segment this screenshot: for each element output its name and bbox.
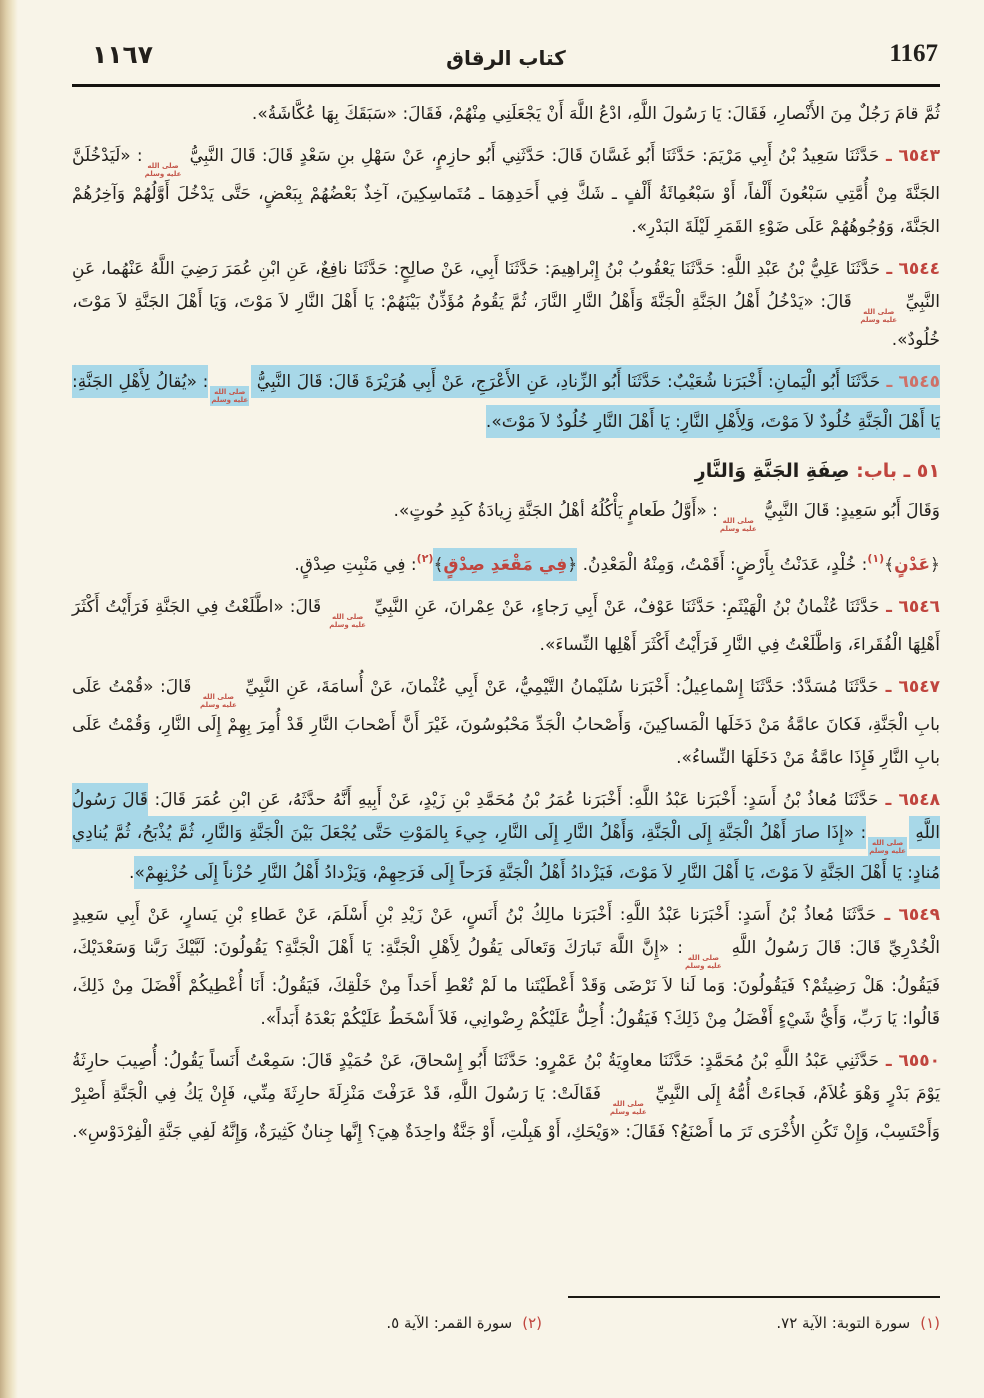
quran-gloss-line — [72, 542, 940, 582]
header-rule — [72, 84, 940, 87]
text-segment: حَدَّثَنَا عَلِيُّ بْنُ عَبْدِ اللَّهِ: حَدَّثَنَا يَعْقُوبُ بْنُ إِبْراهِيمَ: حَدَّثَنَا أَبِي، عَنْ صالِحٍ: حَدَّثَنَا نافِعٌ، عَنِ ابْنِ عُمَرَ رَضِيَ اللَّهُ عَنْهُما، عَنِ النَّبِيِّ — [72, 259, 940, 312]
hadith-6545-highlighted — [72, 366, 940, 439]
prophet-honorific-icon: صلى الله عليه وسلم — [719, 517, 757, 533]
hadith-6544 — [72, 253, 940, 357]
hadith-6549 — [72, 899, 940, 1036]
highlighted-text: : «يُقالُ لِأَهْلِ الجَنَّةِ: يَا أَهْلَ الْجَنَّةِ خُلُودٌ لاَ مَوْتَ، وَلِأَهْلِ النَّارِ: يَا أَهْلَ النَّارِ خُلُودٌ لاَ مَوْتَ». — [72, 365, 940, 438]
text-segment: صِفَةِ الجَنَّةِ وَالنَّارِ — [694, 460, 850, 482]
footnote-item — [386, 1308, 542, 1338]
page-header — [72, 40, 940, 76]
text-segment: ﴾ — [884, 555, 895, 575]
text-segment: عَدْنٍ — [894, 555, 931, 575]
text-segment: ٥١ ـ باب: — [849, 460, 940, 482]
footnote-text: سورة القمر: الآية ٥. — [386, 1314, 513, 1332]
footnote-reference: (٢) — [416, 552, 434, 565]
bab-51-heading — [72, 454, 940, 488]
text-segment: قَالَ: «اطَّلَعْتُ فِي الجَنَّةِ فَرَأَيْتُ أَكْثَرَ أَهْلِهَا الْفُقَراءَ، وَاطَّلَعْتُ فِي النَّارِ فَرَأَيْتُ أَكْثَرَ أَهْلِها النِّساءَ». — [72, 597, 940, 655]
hadith-number: ٦٥٤٣ ـ — [879, 146, 940, 166]
prophet-honorific-icon: صلى الله عليه وسلم — [144, 162, 182, 178]
text-segment: . — [129, 863, 135, 883]
highlighted-text: : «إِذَا صارَ أَهْلُ الْجَنَّةِ إِلَى الْجَنَّةِ، وَأَهْلُ النَّارِ إِلَى النَّارِ، جِيءَ بِالمَوْتِ حَتَّى يُجْعَلَ بَيْنَ الْجَنَّةِ وَالنَّارِ، ثُمَّ يُذْبَحُ، ثُمَّ يُنادِي مُنادٍ: يَا أَهْلَ الجَنَّةِ لاَ مَوْتَ، يَا أَهْلَ النَّارِ لاَ مَوْتَ، فَيَزْدادُ أَهْلُ الْجَنَّةِ فَرَحاً إِلَى فَرَحِهِمْ، وَيَزْدادُ أَهْلُ النَّارِ حُزْناً إِلَى حُزْنِهِمْ» — [72, 816, 940, 889]
highlighted-text: قَالَ رَسُولُ اللَّهِ — [72, 783, 940, 849]
hadith-number: ٦٥٤٦ ـ — [879, 597, 940, 617]
prophet-honorific-icon: صلى الله عليه وسلم — [609, 1100, 647, 1116]
highlighted-text: ﴾ — [433, 548, 443, 581]
text-segment: وَقَالَ أَبُو سَعِيدٍ: قَالَ النَّبِيُّ — [758, 501, 940, 521]
footnote-separator — [568, 1296, 940, 1298]
text-segment: حَدَّثَنَا عُثْمانُ بْنُ الْهَيْثَمِ: حَدَّثَنَا عَوْفٌ، عَنْ أَبِي رَجاءٍ، عَنْ عِمْرانَ، عَنِ النَّبِيِّ — [367, 597, 880, 617]
text-segment: حَدَّثَنَا مُعاذُ بْنُ أَسَدٍ: أَخْبَرَنا عَبْدُ اللَّهِ: أَخْبَرَنا عُمَرُ بْنُ مُحَمَّدِ بْنِ زَيْدٍ، عَنْ أَبِيهِ أَنَّهُ حدَّثَهُ، عَنِ ابْنِ عُمَرَ قَالَ: — [147, 790, 879, 810]
book-edge — [0, 0, 18, 1398]
hadith-6547 — [72, 671, 940, 775]
prophet-honorific-icon: صلى الله عليه وسلم — [199, 693, 237, 709]
hadith-number: ٦٥٤٨ ـ — [878, 790, 940, 810]
prophet-honorific-icon: صلى الله عليه وسلم — [329, 613, 366, 629]
hadith-number: ٦٥٤٩ ـ — [876, 905, 940, 925]
text-segment: حَدَّثَنِي عَبْدُ اللَّهِ بْنُ مُحَمَّدٍ: حَدَّثَنَا معاوِيَةُ بْنُ عَمْرٍو: حَدَّثَنَا أَبُو إِسْحاقَ، عَنْ حُمَيْدٍ قَالَ: سَمِعْتُ أَنَساً يَقُولُ: أُصِيبَ حارِثَةُ يَوْمَ بَدْرٍ وَهْوَ غُلاَمٌ، فَجاءَتْ أُمُّهُ إِلَى النَّبِيِّ — [72, 1051, 940, 1104]
prophet-honorific-icon: صلى الله عليه وسلم — [684, 954, 722, 970]
text-segment: ﴿ — [930, 555, 940, 575]
text-segment: ثُمَّ قامَ رَجُلٌ مِنَ الأَنْصارِ، فَقَالَ: يَا رَسُولَ اللَّهِ، ادْعُ اللَّهَ أَنْ يَجْعَلَنِي مِنْهُمْ، فَقَالَ: «سَبَقَكَ بِهَا عُكَّاشَةُ». — [251, 104, 940, 124]
text-segment: : فِي مَنْبِتِ صِدْقٍ. — [294, 555, 417, 575]
footnote-reference: (١) — [867, 552, 885, 565]
hadith-number: ٦٥٤٤ ـ — [880, 259, 940, 279]
text-segment: فَقَالَتْ: يَا رَسُولَ اللَّهِ، قَدْ عَرَفْتَ مَنْزِلَةَ حارِثَةَ مِنِّي، فَإِنْ يَكُ فِي الْجَنَّةِ أَصْبِرْ وَأَحْتَسِبْ، وَإِنْ تَكُنِ الأُخْرَى تَرَ ما أَصْنَعُ؟ فَقَالَ: «وَيْحَكِ، أَوْ هَبِلْتِ، أَوْ جَنَّةٌ واحِدَةٌ هِيَ؟ إِنَّها جِنانٌ كَثِيرَةٌ، وَإِنَّهُ لَفِي جَنَّةِ الْفِرْدَوْسِ». — [72, 1084, 940, 1142]
hadith-number: ٦٥٥٠ ـ — [879, 1051, 940, 1071]
hadith-6548-partially-highlighted — [72, 784, 940, 890]
footnote-marker: (٢) — [522, 1314, 542, 1332]
text-segment: حَدَّثَنَا مُعاذُ بْنُ أَسَدٍ: أَخْبَرَنا عَبْدُ اللَّهِ: أَخْبَرَنا مالِكُ بْنُ أَنَسٍ، عَنْ زَيْدِ بْنِ أَسْلَمَ، عَنْ عَطاءِ بْنِ يَسارٍ، عَنْ أَبِي سَعِيدٍ الْخُدْرِيِّ قَالَ: قَالَ رَسُولُ اللَّهِ — [72, 905, 940, 958]
body-text — [72, 98, 940, 1158]
footnote-marker: (١) — [920, 1314, 940, 1332]
hadith-6550 — [72, 1045, 940, 1149]
footnote-text: سورة التوبة: الآية ٧٢. — [776, 1314, 911, 1332]
book-title: كتاب الرقاق — [446, 46, 566, 70]
prophet-honorific-icon: صلى الله عليه وسلم — [860, 308, 898, 324]
text-segment: قَالَ: «قُمْتُ عَلَى بابِ الْجَنَّةِ، فَكانَ عامَّةُ مَنْ دَخَلَها الْمَساكِينَ، وَأَصْحابُ الْجَدِّ مَحْبُوسُونَ، غَيْرَ أَنَّ أَصْحابَ النَّارِ قَدْ أُمِرَ بِهِمْ إِلَى النَّارِ، وَقُمْتُ عَلَى بابِ النَّارِ فَإِذَا عامَّةُ مَنْ دَخَلَهَا النِّساءُ». — [72, 677, 940, 768]
page-number-arabic: ١١٦٧ — [92, 40, 154, 69]
footnote-item — [776, 1308, 940, 1338]
footnotes — [44, 1308, 940, 1348]
page-number-latin: 1167 — [889, 40, 938, 67]
hadith-number: ٦٥٤٥ ـ — [880, 365, 940, 398]
hadith-6546 — [72, 591, 940, 662]
text-segment: : «أَوَّلُ طَعامٍ يَأْكُلُهُ أهْلُ الجَنَّةِ زِيادَةُ كَبِدِ حُوتٍ». — [393, 501, 718, 521]
text-segment: قَالَ: «يَدْخُلُ أَهْلُ الجَنَّةِ الْجَنَّةَ وَأَهْلُ النَّارِ النَّارَ، ثُمَّ يَقُومُ مُؤَذِّنٌ بَيْنَهُمْ: يَا أَهْلَ النَّارِ لاَ مَوْتَ، وَيَا أَهْلَ الجَنَّةِ لاَ مَوْتَ، خُلُودٌ». — [72, 292, 940, 350]
hadith-number: ٦٥٤٧ ـ — [878, 677, 940, 697]
prophet-honorific-icon: صلى الله عليه وسلم — [869, 839, 906, 855]
prophet-honorific-icon: صلى الله عليه وسلم — [211, 388, 249, 404]
text-segment: حَدَّثَنَا مُسَدَّدٌ: حَدَّثَنَا إِسْماعِيلُ: أَخْبَرَنا سُلَيْمانُ التَّيْمِيُّ، عَنْ أَبِي عُثْمانَ، عَنْ أُسامَةَ، عَنِ النَّبِيِّ — [238, 677, 879, 697]
highlighted-text: ﴿ — [567, 548, 577, 581]
hadith-6543 — [72, 140, 940, 244]
continuation-paragraph — [72, 98, 940, 131]
text-segment: : «إِنَّ اللَّهَ تَبارَكَ وَتَعالَى يَقُولُ لِأَهْلِ الْجَنَّةِ: يَا أَهْلَ الْجَنَّةِ؟ يَقُولُونَ: لَبَّيْكَ رَبَّنا وَسَعْدَيْكَ، فَيَقُولُ: هَلْ رَضِيتُمْ؟ فَيَقُولُونَ: وَما لَنا لاَ نَرْضَى وَقَدْ أَعْطَيْتَنا ما لَمْ تُعْطِ أَحَداً مِنْ خَلْقِكَ، فَيَقُولُ: أَنَا أُعْطِيكُمْ أَفْضَلَ مِنْ ذَلِكَ، قَالُوا: يَا رَبِّ، وَأَيُّ شَيْءٍ أَفْضَلُ مِنْ ذَلِكَ؟ فَيَقُولُ: أُحِلُّ عَلَيْكُمْ رِضْوانِي، فَلاَ أَسْخَطُ عَلَيْكُمْ بَعْدَهُ أَبَداً». — [72, 938, 940, 1029]
text-segment: : خُلْدٍ، عَدَنْتُ بِأَرْضٍ: أَقَمْتُ، وَمِنْهُ الْمَعْدِنُ. — [577, 555, 868, 575]
abu-said-saying — [72, 495, 940, 533]
text-segment: حَدَّثَنَا سَعِيدُ بْنُ أَبِي مَرْيَمَ: حَدَّثَنَا أَبُو غَسَّانَ قَالَ: حَدَّثَنِي أَبُو حازِمٍ، عَنْ سَهْلِ بنِ سَعْدٍ قَالَ: قَالَ النَّبِيُّ — [183, 146, 880, 166]
text-segment: : «لَيَدْخُلَنَّ الجَنَّةَ مِنْ أُمَّتِي سَبْعُونَ أَلْفاً، أَوْ سَبْعُمِائَةُ أَلْفٍ ـ شَكَّ فِي أَحَدِهِمَا ـ مُتَماسِكِينَ، آخِذٌ بَعْضُهُمْ بِبَعْضٍ، حَتَّى يَدْخُلَ أَوَّلُهُمْ وَآخِرُهُمْ الجَنَّةَ، وَوُجُوهُهُمْ عَلَى ضَوْءِ القَمَرِ لَيْلَةَ البَدْرِ». — [72, 146, 940, 237]
highlighted-text: فِي مَقْعَدِ صِدْقٍ — [443, 548, 567, 581]
highlighted-text: حَدَّثَنَا أَبُو الْيَمانِ: أَخْبَرَنا شُعَيْبٌ: حَدَّثَنَا أَبُو الزِّنادِ، عَنِ الأَعْرَجِ، عَنْ أَبِي هُرَيْرَةَ قَالَ: قَالَ النَّبِيُّ — [251, 365, 880, 398]
